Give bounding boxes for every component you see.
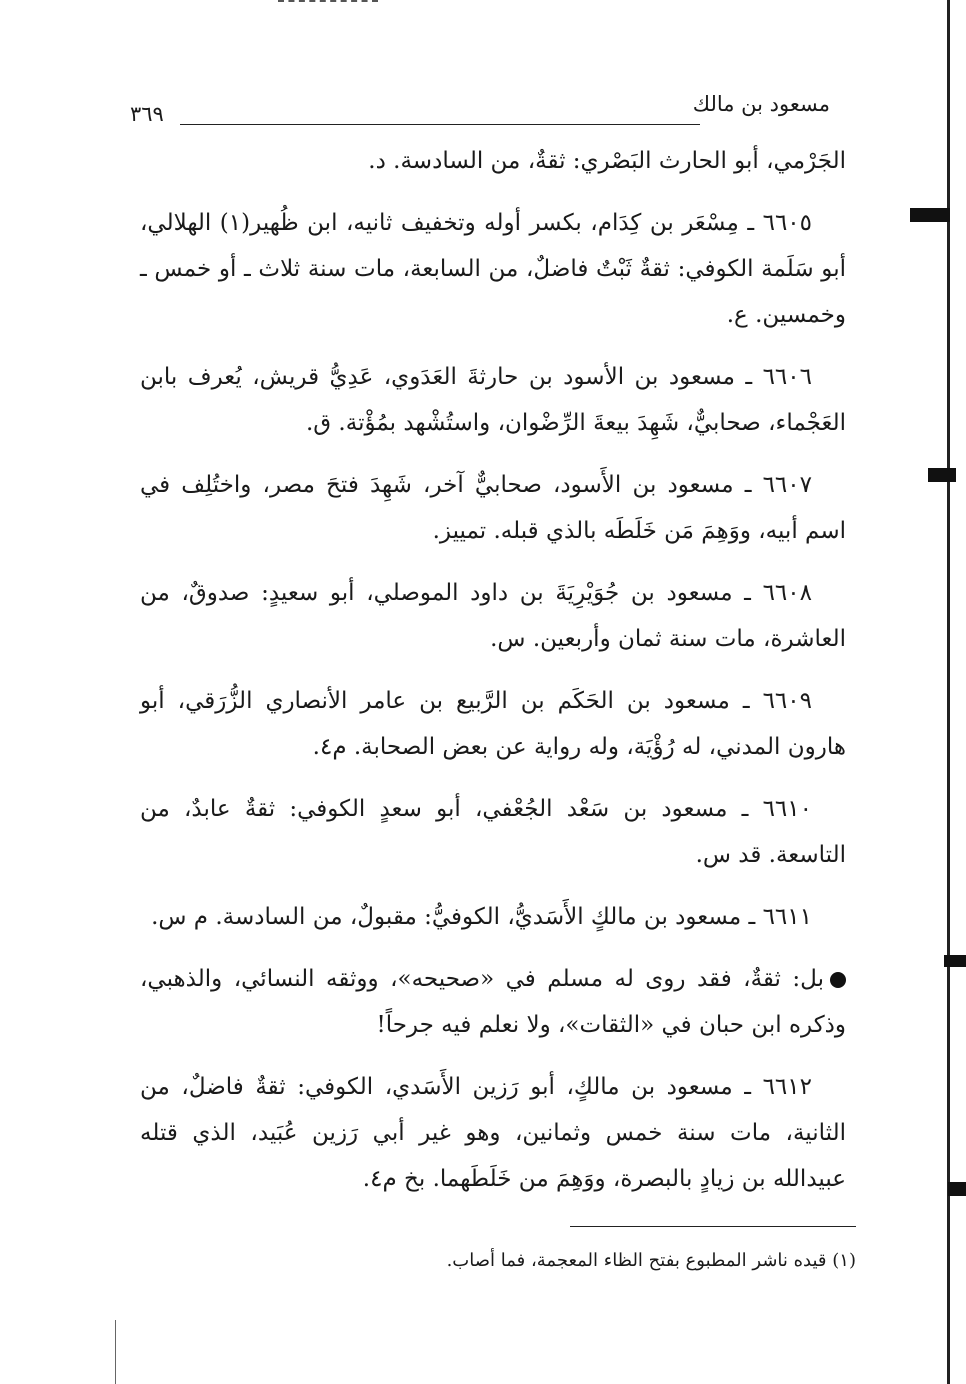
entry-6611: ٦٦١١ ـ مسعود بن مالكٍ الأَسَديُّ، الكوفيُّ: مقبولٌ، من السادسة. م س. — [151, 904, 812, 930]
editor-note — [140, 956, 846, 1048]
entry-6608: ٦٦٠٨ ـ مسعود بن جُوَيْرِيَةَ بن داود الموصلي، أبو سعيدٍ: صدوقٌ، من العاشرة، مات سنة ثمان وأربعين. س. — [140, 580, 846, 652]
page-number: ٣٦٩ — [130, 102, 164, 126]
footnote-rule — [570, 1226, 856, 1227]
entry-6607: ٦٦٠٧ ـ مسعود بن الأَسود، صحابيٌّ آخر، شَهِدَ فتحَ مصر، واختُلِف في اسم أبيه، ووَهِمَ مَن خَلَطَه بالذي قبله. تمييز. — [140, 472, 846, 544]
footnote: (١) قيده ناشر المطبوع بفتح الظاء المعجمة، فما أصاب. — [446, 1250, 856, 1271]
margin-mark — [910, 208, 950, 222]
margin-mark — [944, 955, 966, 967]
main-text — [140, 138, 846, 1218]
entry-6612: ٦٦١٢ ـ مسعود بن مالكٍ، أبو رَزين الأَسَدي، الكوفي: ثقةٌ فاضلٌ، من الثانية، مات سنة خمس وثمانين، وهو غير أبي رَزين عُبَيد، الذي قتله عبيدالله بن زيادٍ بالبصرة، ووَهِمَ من خَلَطَهما. بخ م٤. — [140, 1074, 846, 1192]
entry-6610: ٦٦١٠ ـ مسعود بن سَعْد الجُعْفي، أبو سعدٍ الكوفي: ثقةٌ عابدٌ، من التاسعة. قد س. — [140, 796, 846, 868]
running-title: مسعود بن مالك — [692, 92, 830, 116]
running-header — [130, 92, 830, 132]
entry-6606: ٦٦٠٦ ـ مسعود بن الأسود بن حارثةَ العَدَوي، عَدِيُّ قريش، يُعرف بابن العَجْماء، صحابيٌّ، شَهِدَ بيعةَ الرِّضْوان، واستُشْهد بمُؤْتة. ق. — [140, 364, 846, 436]
margin-mark — [928, 468, 956, 482]
scan-artifact-left-edge — [115, 1320, 116, 1384]
margin-mark — [948, 1182, 966, 1196]
entry-6609: ٦٦٠٩ ـ مسعود بن الحَكَم بن الرَّبيع بن عامر الأنصاري الزُّرَقي، أبو هارون المدني، له رُؤْيَة، وله رواية عن بعض الصحابة. م٤. — [140, 688, 846, 760]
editor-note-text: بل: ثقةٌ، فقد روى له مسلم في «صحيحه»، ووثقه النسائي، والذهبي، وذكره ابن حبان في «الثقات»، ولا نعلم فيه جرحاً! — [140, 966, 846, 1038]
scan-artifact-top — [278, 0, 378, 2]
entry-continuation: الجَرْمي، أبو الحارث البَصْري: ثقةٌ، من السادسة. د. — [368, 148, 846, 174]
header-rule — [180, 124, 700, 125]
bullet-icon — [830, 972, 846, 988]
entry-6605: ٦٦٠٥ ـ مِسْعَر بن كِدَام، بكسر أوله وتخفيف ثانيه، ابن ظُهير(١) الهلالي، أبو سَلَمة الكوفي: ثقةٌ ثَبْتٌ فاضلٌ، من السابعة، مات سنة ثلاث ـ أو خمس ـ وخمسين. ع. — [140, 210, 846, 328]
